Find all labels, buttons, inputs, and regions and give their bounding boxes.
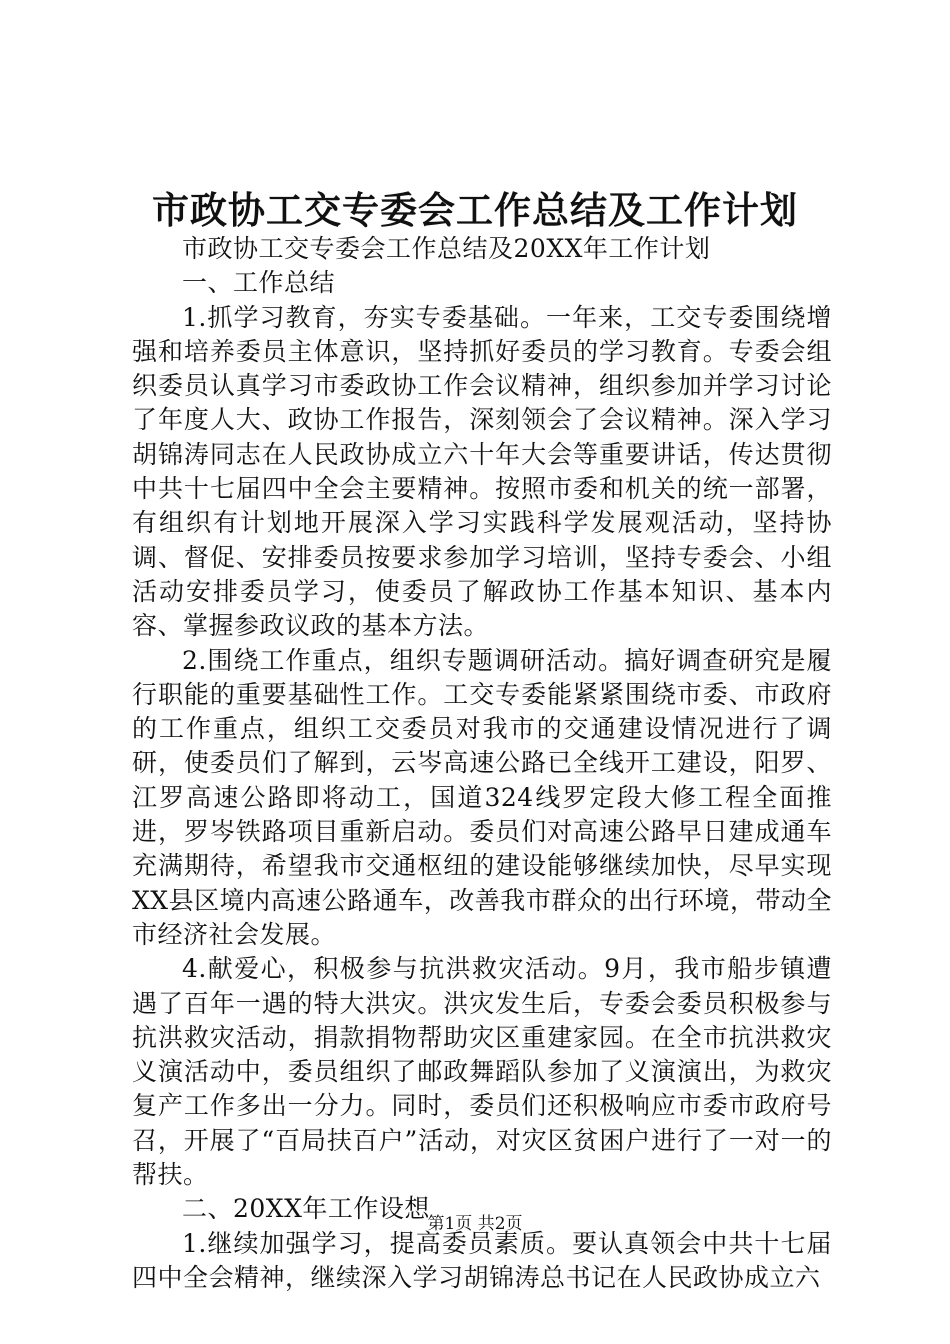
section-heading-summary: 一、工作总结: [182, 268, 336, 298]
section-heading-plan: 二、20XX年工作设想: [182, 1194, 430, 1224]
paragraph-research: 2.围绕工作重点，组织专题调研活动。搞好调查研究是履行职能的重要基础性工作。工交专委能紧紧围绕市委、市政府的工作重点，组织工交委员对我市的交通建设情况进行了调研，使委员们了解到，云岑高速公路已全线开工建设，阳罗、江罗高速公路即将动工，国道324线罗定段大修工程全面推进，罗岑铁路项目重新启动。委员们对高速公路早日建成通车充满期待，希望我市交通枢纽的建设能够继续加快，尽早实现XX县区境内高速公路通车，改善我市群众的出行环境，带动全市经济社会发展。: [132, 645, 832, 949]
document-body: [132, 232, 832, 1295]
subtitle-paragraph: 市政协工交专委会工作总结及20XX年工作计划: [182, 234, 711, 263]
paragraph-continue-study: 1.继续加强学习，提高委员素质。要认真领会中共十七届四中全会精神，继续深入学习胡锦涛总书记在人民政协成立六: [132, 1228, 832, 1292]
paragraph-flood-relief: 4.献爱心，积极参与抗洪救灾活动。9月，我市船步镇遭遇了百年一遇的特大洪灾。洪灾发生后，专委会委员积极参与抗洪救灾活动，捐款捐物帮助灾区重建家园。在全市抗洪救灾义演活动中，委员组织了邮政舞蹈队参加了义演演出，为救灾复产工作多出一分力。同时，委员们还积极响应市委市政府号召，开展了“百局扶百户”活动，对灾区贫困户进行了一对一的帮扶。: [132, 954, 832, 1190]
document-title: 市政协工交专委会工作总结及工作计划: [152, 188, 798, 232]
page-number-footer: 第1页 共2页: [427, 1214, 523, 1234]
paragraph-study-education: 1.抓学习教育，夯实专委基础。一年来，工交专委围绕增强和培养委员主体意识，坚持抓好委员的学习教育。专委会组织委员认真学习市委政协工作会议精神，组织参加并学习讨论了年度人大、政协工作报告，深刻领会了会议精神。深入学习胡锦涛同志在人民政协成立六十年大会等重要讲话，传达贯彻中共十七届四中全会主要精神。按照市委和机关的统一部署，有组织有计划地开展深入学习实践科学发展观活动，坚持协调、督促、安排委员按要求参加学习培训，坚持专委会、小组活动安排委员学习，使委员了解政协工作基本知识、基本内容、掌握参政议政的基本方法。: [132, 302, 832, 641]
